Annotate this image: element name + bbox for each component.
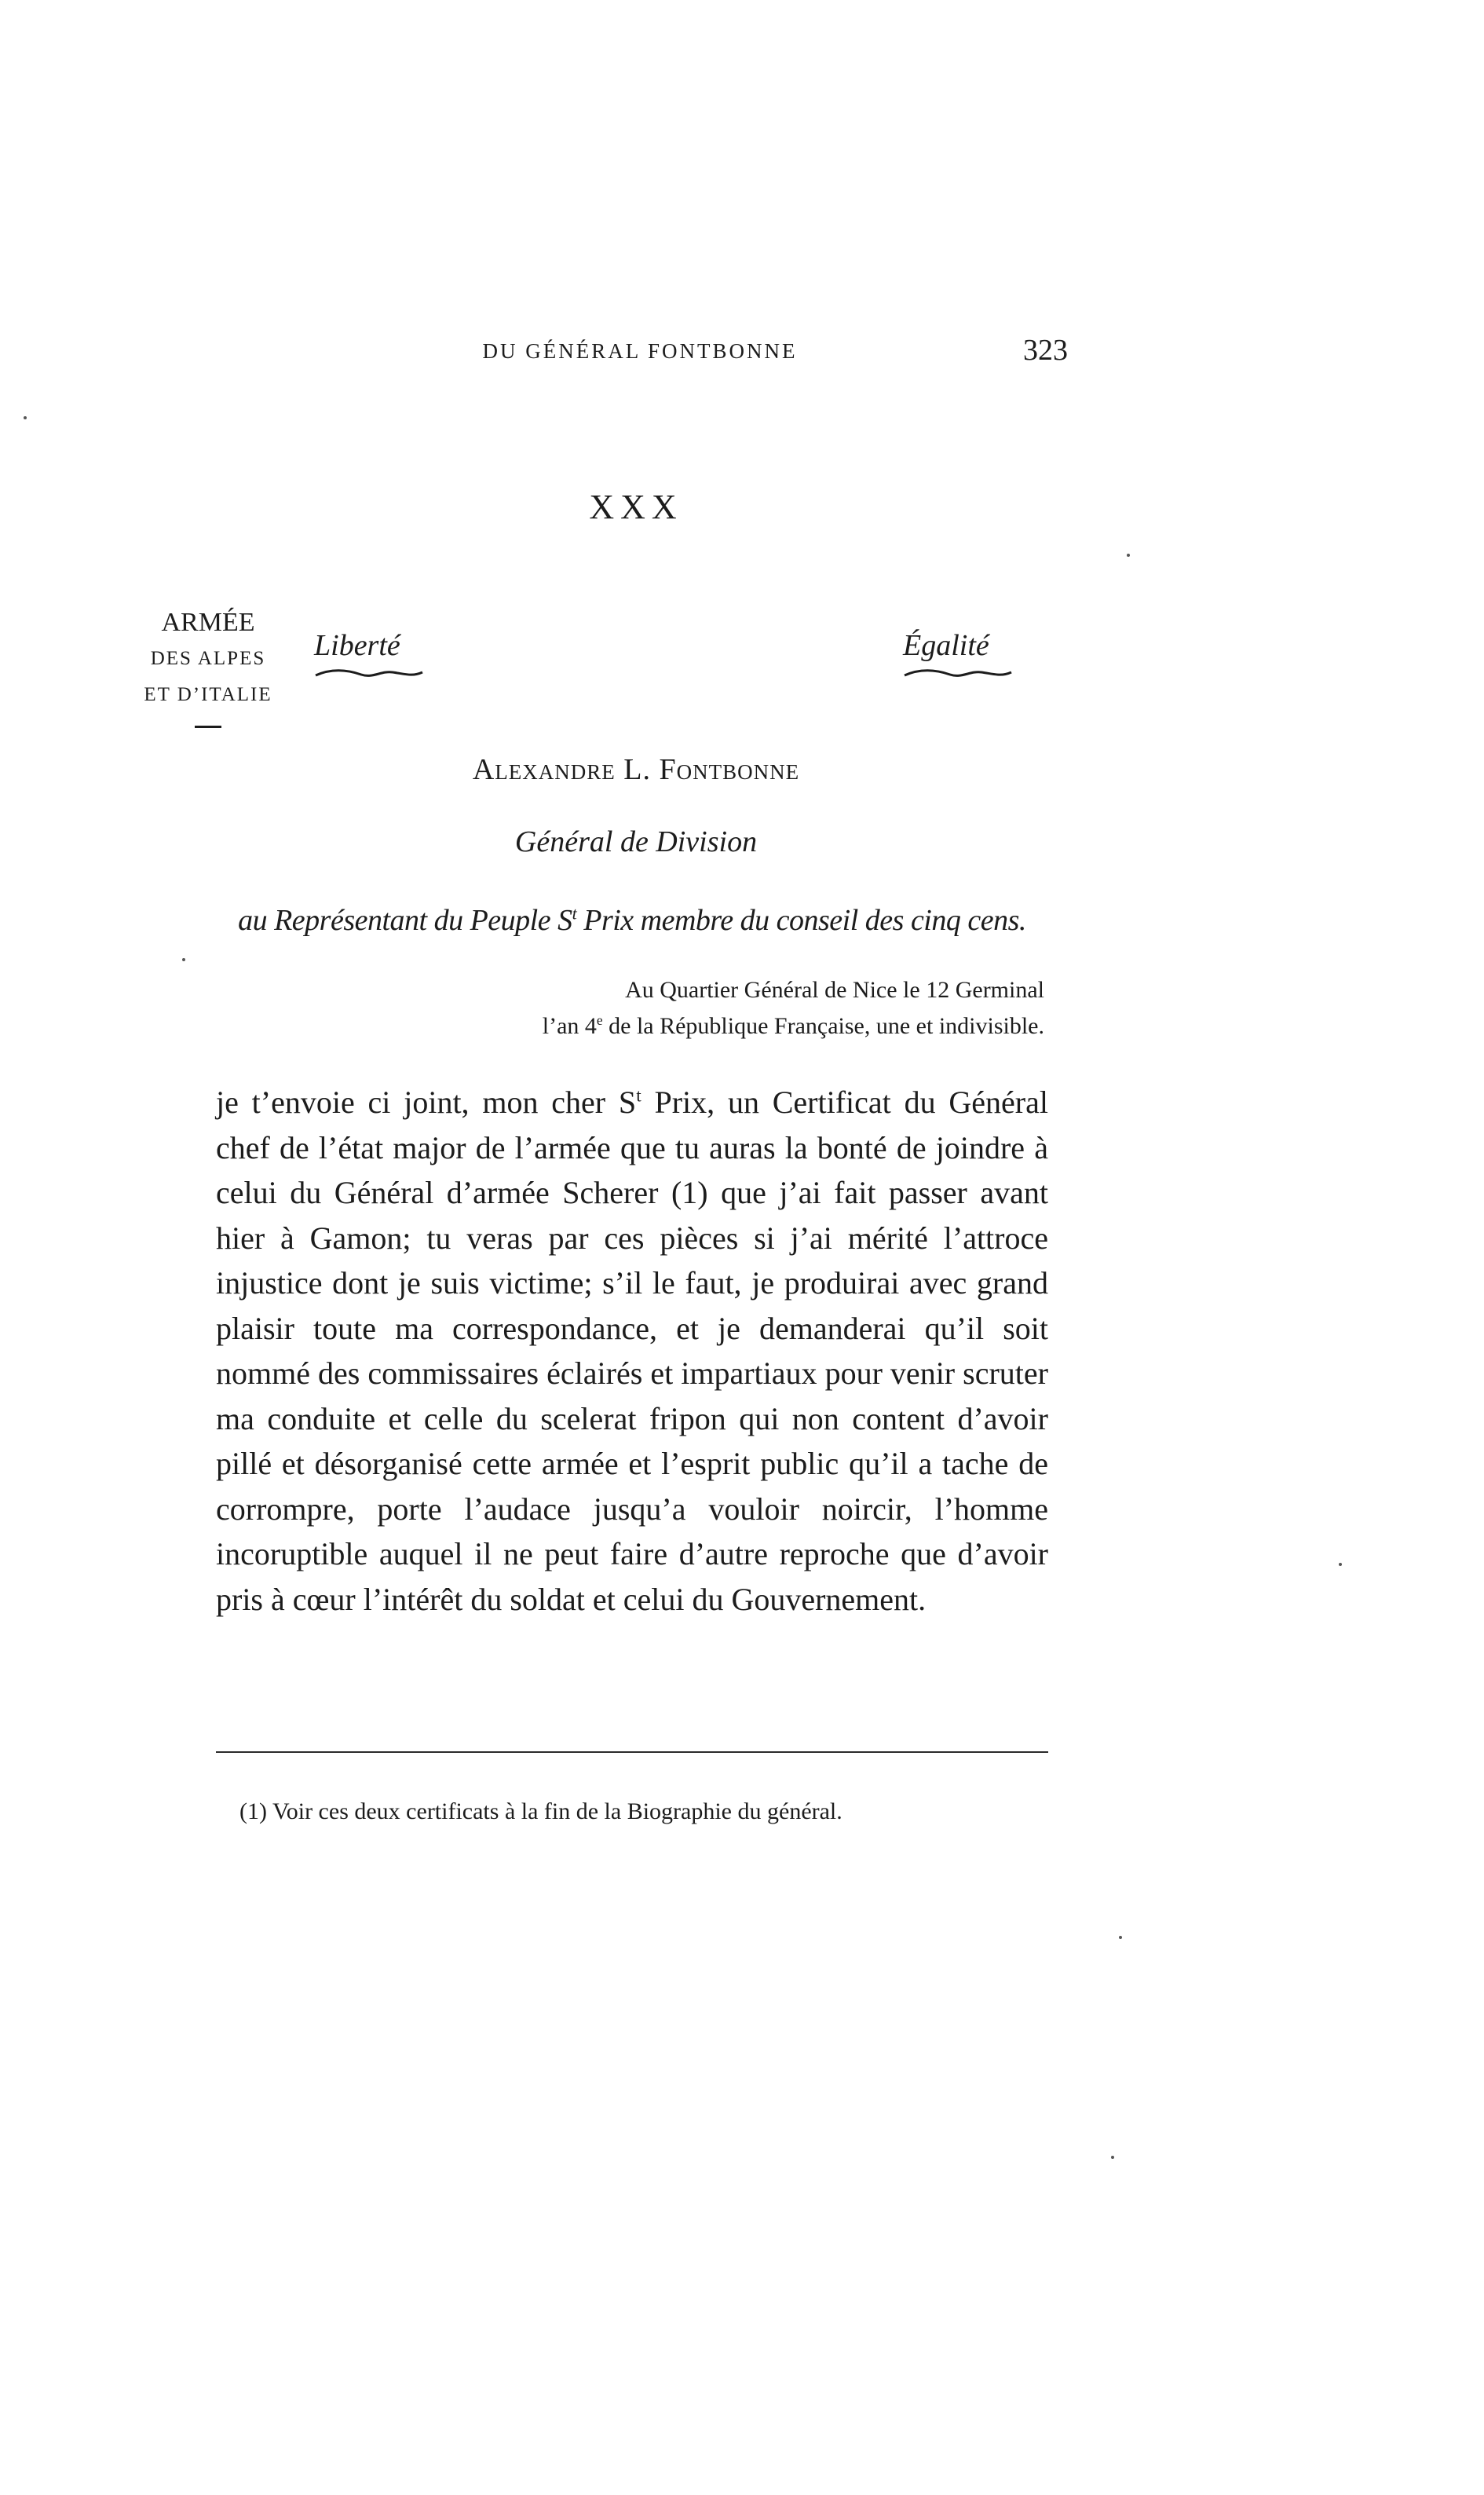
chapter-number: XXX — [589, 488, 683, 526]
sender-name: Alexandre L. Fontbonne — [472, 753, 800, 786]
sender-rank: Général de Division — [514, 825, 758, 858]
footnote: (1) Voir ces deux certificats à la fin de la Biographie du général. — [239, 1798, 843, 1824]
paper-speck — [1119, 1936, 1122, 1939]
army-letterhead — [118, 605, 298, 728]
flourish-ornament-left — [314, 668, 424, 680]
dateline-line-2 — [314, 1008, 1044, 1044]
paper-speck — [182, 958, 185, 961]
recipient-superscript: t — [572, 903, 577, 924]
letter-body-part-2: Prix, un Certificat du Général chef de l’état major de l’armée que tu auras la bonté de joindre à celui du Général d’armée Scherer (1) que j’ai fait passer avant hier à Gamon; tu veras par ces pièces si j’ai mérité l’attroce injustice dont je suis victime; s’il le faut, je produirai avec grand plaisir toute ma correspondance, et je demanderai qu’il soit nommé des commissaires éclairés et impartiaux pour venir scruter ma conduite et celle du scelerat fripon qui non content d’avoir pillé et désorganisé cette armée et l’esprit public qu’il a tache de corrompre, porte l’audace jusqu’a vouloir noircir, l’homme incoruptible auquel il ne peut faire d’autre reproche que d’avoir pris à cœur l’intérêt du soldat et celui du Gouvernement. — [216, 1085, 1048, 1617]
paper-speck — [1127, 554, 1130, 557]
army-line-1: ARMÉE — [161, 608, 255, 637]
dateline — [314, 972, 1044, 1044]
paper-speck — [1339, 1563, 1342, 1566]
army-dash-divider — [195, 726, 221, 728]
flourish-ornament-right — [903, 668, 1013, 680]
recipient-line — [212, 903, 1052, 938]
army-line-3: ET D’ITALIE — [144, 684, 272, 705]
recipient-suffix: Prix membre du conseil des cinq cens. — [576, 904, 1026, 937]
army-line-2: DES ALPES — [150, 648, 266, 669]
paper-speck — [1111, 2156, 1114, 2159]
dateline-line-1: Au Quartier Général de Nice le 12 Germinal — [625, 977, 1044, 1003]
page-number: 323 — [1023, 334, 1068, 367]
running-title: DU GÉNÉRAL FONTBONNE — [482, 339, 798, 363]
recipient-prefix: au Représentant du Peuple S — [238, 904, 572, 937]
motto-right-text: Égalité — [903, 629, 989, 662]
dateline-line-2-prefix: l’an 4 — [542, 1013, 597, 1039]
dateline-line-2-suffix: de la République Française, une et indivisible. — [602, 1013, 1044, 1039]
letter-body — [216, 1080, 1048, 1622]
letter-body-part-1: je t’envoie ci joint, mon cher S — [216, 1085, 637, 1120]
footnote-rule — [216, 1751, 1048, 1753]
letter-body-superscript: t — [636, 1085, 641, 1107]
paper-speck — [24, 416, 27, 419]
motto-liberte — [314, 628, 424, 680]
dateline-line-2-superscript: e — [596, 1012, 603, 1028]
letter-paragraph — [216, 1080, 1048, 1622]
motto-left-text: Liberté — [314, 629, 400, 662]
motto-egalite — [903, 628, 1013, 680]
running-head — [212, 334, 1068, 374]
